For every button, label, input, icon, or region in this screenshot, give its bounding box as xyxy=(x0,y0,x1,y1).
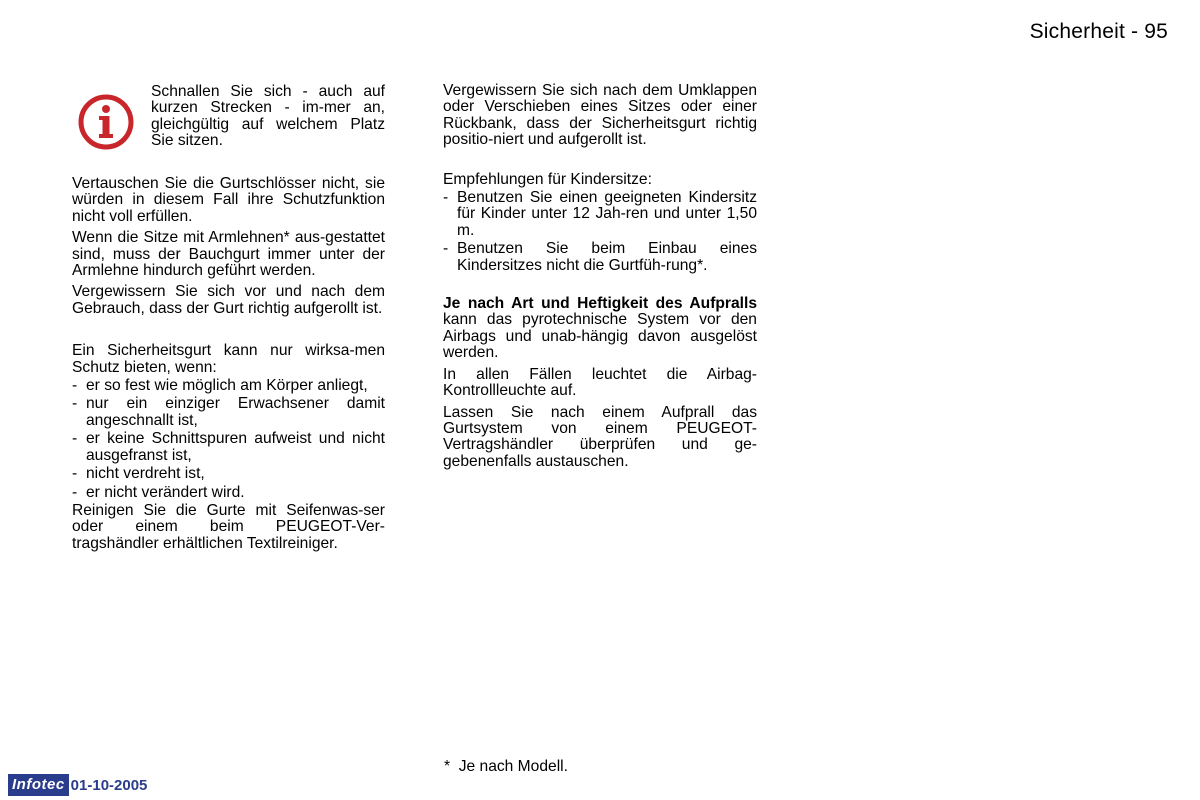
list-item xyxy=(443,241,757,274)
list-marker: - xyxy=(72,483,78,501)
list-marker: - xyxy=(72,395,78,413)
paragraph-airbag-light: In allen Fällen leuchtet die Airbag-Kontrollleuchte auf. xyxy=(443,365,757,400)
info-text: Schnallen Sie sich - auch auf kurzen Strecken - im-mer an, gleichgültig auf welchem Platz Sie sitzen. xyxy=(151,83,385,150)
list-text: Benutzen Sie beim Einbau eines Kindersitzes nicht die Gurtfüh-rung*. xyxy=(457,240,757,274)
paragraph-buckles: Vertauschen Sie die Gurtschlösser nicht, sie würden in diesem Fall ihre Schutzfunktion nicht voll erfüllen. xyxy=(72,175,385,225)
list-item xyxy=(72,378,385,394)
page-header: Sicherheit - 95 xyxy=(1029,20,1168,43)
footer xyxy=(8,774,147,796)
list-text: Benutzen Sie einen geeigneten Kindersitz für Kinder unter 12 Jah-ren und unter 1,50 m. xyxy=(457,189,757,239)
list-item xyxy=(443,190,757,239)
paragraph-rest: kann das pyrotechnische System vor den Airbags und unab-hängig davon ausgelöst werden. xyxy=(443,311,757,362)
paragraph-pyrotechnic xyxy=(443,296,757,362)
info-box xyxy=(72,84,385,154)
footnote: * Je nach Modell. xyxy=(444,758,568,775)
paragraph-cleaning: Reinigen Sie die Gurte mit Seifenwas-ser oder einem beim PEUGEOT-Ver-tragshändler erhältlichen Textilreiniger. xyxy=(72,501,385,552)
list-item xyxy=(72,466,385,482)
paragraph-child-seats-intro: Empfehlungen für Kindersitze: xyxy=(443,170,652,188)
list-item xyxy=(72,431,385,464)
left-column xyxy=(72,176,385,552)
paragraph-rollup: Vergewissern Sie sich vor und nach dem Gebrauch, dass der Gurt richtig aufgerollt ist. xyxy=(72,283,385,317)
list-item xyxy=(72,396,385,429)
list-item xyxy=(72,485,385,501)
list-marker: - xyxy=(72,377,78,395)
infotec-logo: Infotec xyxy=(8,774,69,796)
list-marker: - xyxy=(443,189,449,207)
paragraph-armrests: Wenn die Sitze mit Armlehnen* aus-gestattet sind, muss der Bauchgurt immer unter der Armlehne hindurch geführt werden. xyxy=(72,229,385,280)
right-column xyxy=(443,83,757,470)
list-text: er so fest wie möglich am Körper anliegt, xyxy=(86,377,368,395)
list-text: er nicht verändert wird. xyxy=(86,483,245,501)
print-date: 01-10-2005 xyxy=(70,776,148,794)
list-marker: - xyxy=(72,465,78,483)
bold-lead: Je nach Art und Heftigkeit des Aufpralls xyxy=(443,295,757,313)
list-marker: - xyxy=(443,240,449,258)
paragraph-conditions-intro: Ein Sicherheitsgurt kann nur wirksa-men Schutz bieten, wenn: xyxy=(72,342,385,376)
list-text: nur ein einziger Erwachsener damit angeschnallt ist, xyxy=(86,395,385,429)
paragraph-inspection: Lassen Sie nach einem Aufprall das Gurtsystem von einem PEUGEOT-Vertragshändler überprüfen und ge-gebenenfalls austauschen. xyxy=(443,403,757,470)
list-marker: - xyxy=(72,430,78,448)
paragraph-seat-folding: Vergewissern Sie sich nach dem Umklappen oder Verschieben eines Sitzes oder einer Rückbank, dass der Sicherheitsgurt richtig positio-niert und aufgerollt ist. xyxy=(443,82,757,149)
list-text: er keine Schnittspuren aufweist und nicht ausgefranst ist, xyxy=(86,430,385,464)
info-icon xyxy=(78,94,134,150)
list-text: nicht verdreht ist, xyxy=(86,465,205,483)
